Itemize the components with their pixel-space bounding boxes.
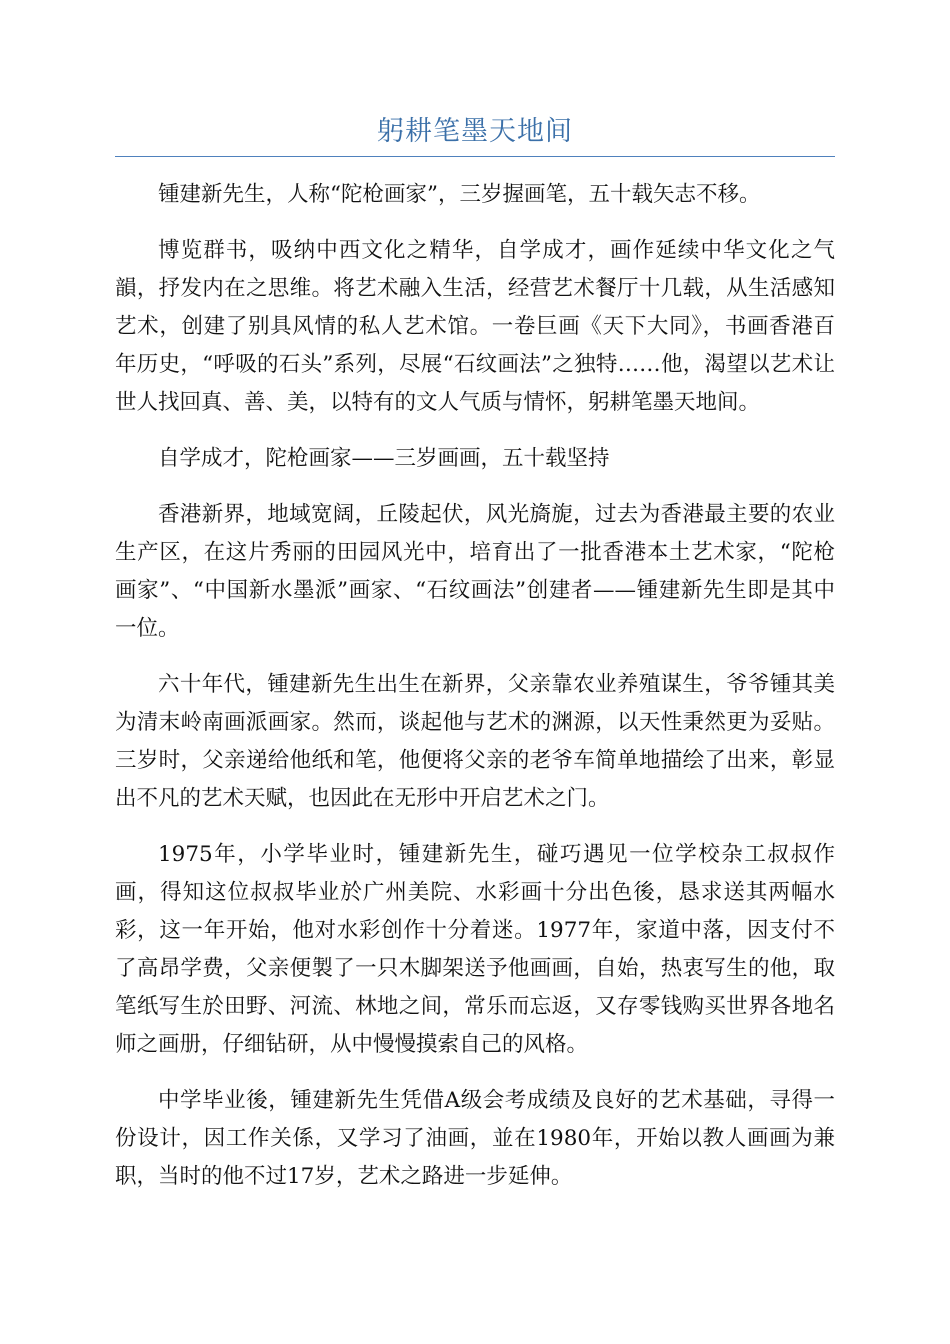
paragraph-secondary-school: 中学毕业後，锺建新先生凭借A级会考成绩及良好的艺术基础，寻得一份设计，因工作关係，又学习了油画，並在1980年，开始以教人画画为兼职，当时的他不过17岁，艺术之路进一步延伸。 xyxy=(115,1088,835,1189)
paragraph-new-territories: 香港新界，地域宽阔，丘陵起伏，风光旖旎，过去为香港最主要的农业生产区，在这片秀丽的田园风光中，培育出了一批香港本土艺术家，“陀枪画家”、“中国新水墨派”画家、“石纹画法”创建者——锺建新先生即是其中一位。 xyxy=(115,502,835,641)
section-heading: 自学成才，陀枪画家——三岁画画，五十载坚持 xyxy=(158,446,610,471)
paragraph-1975: 1975年，小学毕业时，锺建新先生，碰巧遇见一位学校杂工叔叔作画，得知这位叔叔毕业於广州美院、水彩画十分出色後，恳求送其两幅水彩，这一年开始，他对水彩创作十分着迷。1977年，家道中落，因支付不了高昂学费，父亲便製了一只木脚架送予他画画，自始，热衷写生的他，取笔纸写生於田野、河流、林地之间，常乐而忘返，又存零钱购买世界各地名师之画册，仔细钻研，从中慢慢摸索自己的风格。 xyxy=(115,842,835,1057)
paragraph-childhood: 六十年代，锺建新先生出生在新界，父亲靠农业养殖谋生，爷爷锺其美为清末岭南画派画家。然而，谈起他与艺术的渊源，以天性秉然更为妥贴。三岁时，父亲递给他纸和笔，他便将父亲的老爷车简单地描绘了出来，彰显出不凡的艺术天赋，也因此在无形中开启艺术之门。 xyxy=(115,672,835,811)
paragraph-intro: 锺建新先生，人称“陀枪画家”，三岁握画笔，五十载矢志不移。 xyxy=(158,182,761,207)
title-block xyxy=(115,112,835,157)
article-body xyxy=(115,176,835,1214)
page-title: 躬耕笔墨天地间 xyxy=(377,116,573,147)
paragraph-summary: 博览群书，吸纳中西文化之精华，自学成才，画作延续中华文化之气韻，抒发内在之思维。将艺术融入生活，经营艺术餐厅十几载，从生活感知艺术，创建了别具风情的私人艺术馆。一卷巨画《天下大同》，书画香港百年历史，“呼吸的石头”系列，尽展“石纹画法”之独特……他，渴望以艺术让世人找回真、善、美，以特有的文人气质与情怀，躬耕笔墨天地间。 xyxy=(115,238,835,415)
